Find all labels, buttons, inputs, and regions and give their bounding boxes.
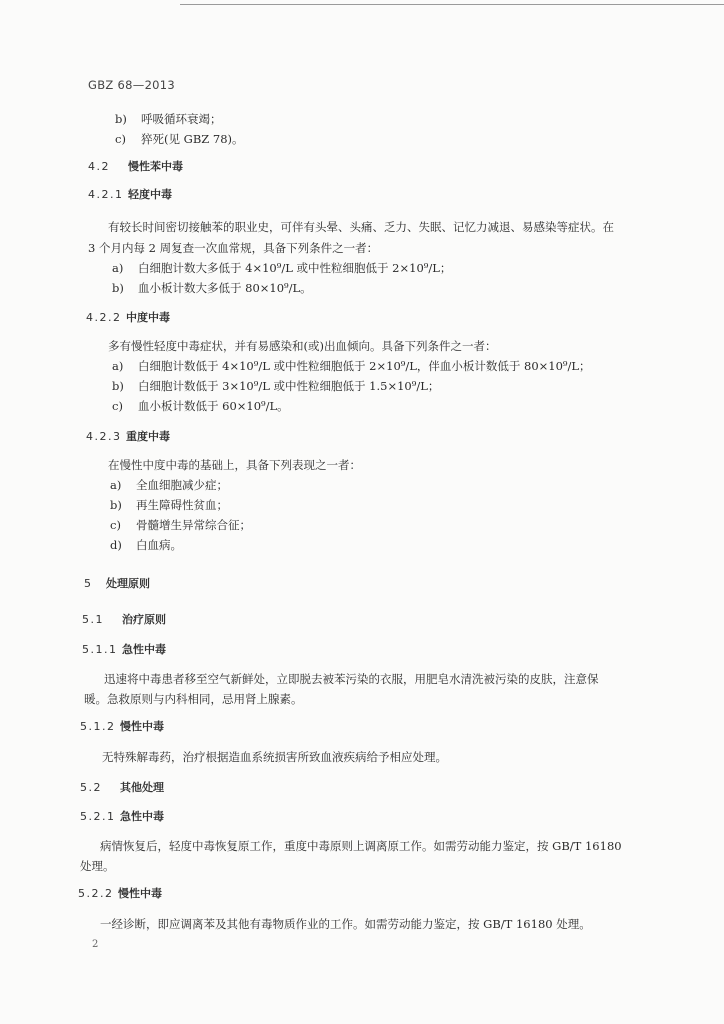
paragraph-line: 在慢性中度中毒的基础上，具备下列表现之一者： <box>108 458 361 472</box>
standard-code: GBZ 68—2013 <box>88 78 176 92</box>
page-number: 2 <box>92 939 99 950</box>
paragraph-line: 一经诊断，即应调离苯及其他有毒物质作业的工作。如需劳动能力鉴定，按 GB/T 16180 处理。 <box>100 917 591 931</box>
section-heading: 4.2.3 重度中毒 <box>86 430 170 443</box>
paragraph-line: 迅速将中毒患者移至空气新鲜处，立即脱去被苯污染的衣服，用肥皂水清洗被污染的皮肤，注意保 <box>104 672 599 686</box>
paragraph-line: 病情恢复后，轻度中毒恢复原工作，重度中毒原则上调离原工作。如需劳动能力鉴定，按 GB/T 16180 <box>100 839 622 853</box>
section-heading: 5 处理原则 <box>84 577 150 590</box>
list-item: d) 白血病。 <box>110 538 182 552</box>
section-heading: 5.1 治疗原则 <box>82 613 166 626</box>
section-heading: 5.1.2 慢性中毒 <box>80 720 164 733</box>
section-heading: 5.2.2 慢性中毒 <box>78 887 162 900</box>
section-heading: 5.2 其他处理 <box>80 781 164 794</box>
list-item: a) 全血细胞减少症； <box>110 478 228 492</box>
top-rule <box>180 4 724 5</box>
section-heading: 5.2.1 急性中毒 <box>80 810 164 823</box>
paragraph-line: 无特殊解毒药，治疗根据造血系统损害所致血液疾病给予相应处理。 <box>102 750 447 764</box>
list-item: a) 白细胞计数大多低于 4×10⁹/L 或中性粒细胞低于 2×10⁹/L； <box>112 261 452 275</box>
list-item: c) 血小板计数低于 60×10⁹/L。 <box>112 399 289 413</box>
paragraph-line: 3 个月内每 2 周复查一次血常规，具备下列条件之一者： <box>88 241 379 255</box>
paragraph-line: 暖。急救原则与内科相同，忌用肾上腺素。 <box>84 692 303 706</box>
paragraph-line: 有较长时间密切接触苯的职业史，可伴有头晕、头痛、乏力、失眠、记忆力减退、易感染等症状。在 <box>108 220 614 234</box>
list-item: c) 猝死(见 GBZ 78)。 <box>115 132 244 146</box>
list-item: c) 骨髓增生异常综合征； <box>110 518 251 532</box>
list-item: b) 血小板计数大多低于 80×10⁹/L。 <box>112 281 312 295</box>
section-heading: 5.1.1 急性中毒 <box>82 643 166 656</box>
paragraph-line: 多有慢性轻度中毒症状，并有易感染和(或)出血倾向。具备下列条件之一者： <box>108 339 497 353</box>
paragraph-line: 处理。 <box>80 859 115 873</box>
list-item: b) 白细胞计数低于 3×10⁹/L 或中性粒细胞低于 1.5×10⁹/L； <box>112 379 440 393</box>
list-item: a) 白细胞计数低于 4×10⁹/L 或中性粒细胞低于 2×10⁹/L，伴血小板计数低于 80×10⁹/L； <box>112 359 591 373</box>
section-heading: 4.2.2 中度中毒 <box>86 311 170 324</box>
list-item: b) 再生障碍性贫血； <box>110 498 228 512</box>
section-heading: 4.2.1 轻度中毒 <box>88 188 172 201</box>
list-item: b) 呼吸循环衰竭； <box>115 112 222 126</box>
section-heading: 4.2 慢性苯中毒 <box>88 160 183 173</box>
